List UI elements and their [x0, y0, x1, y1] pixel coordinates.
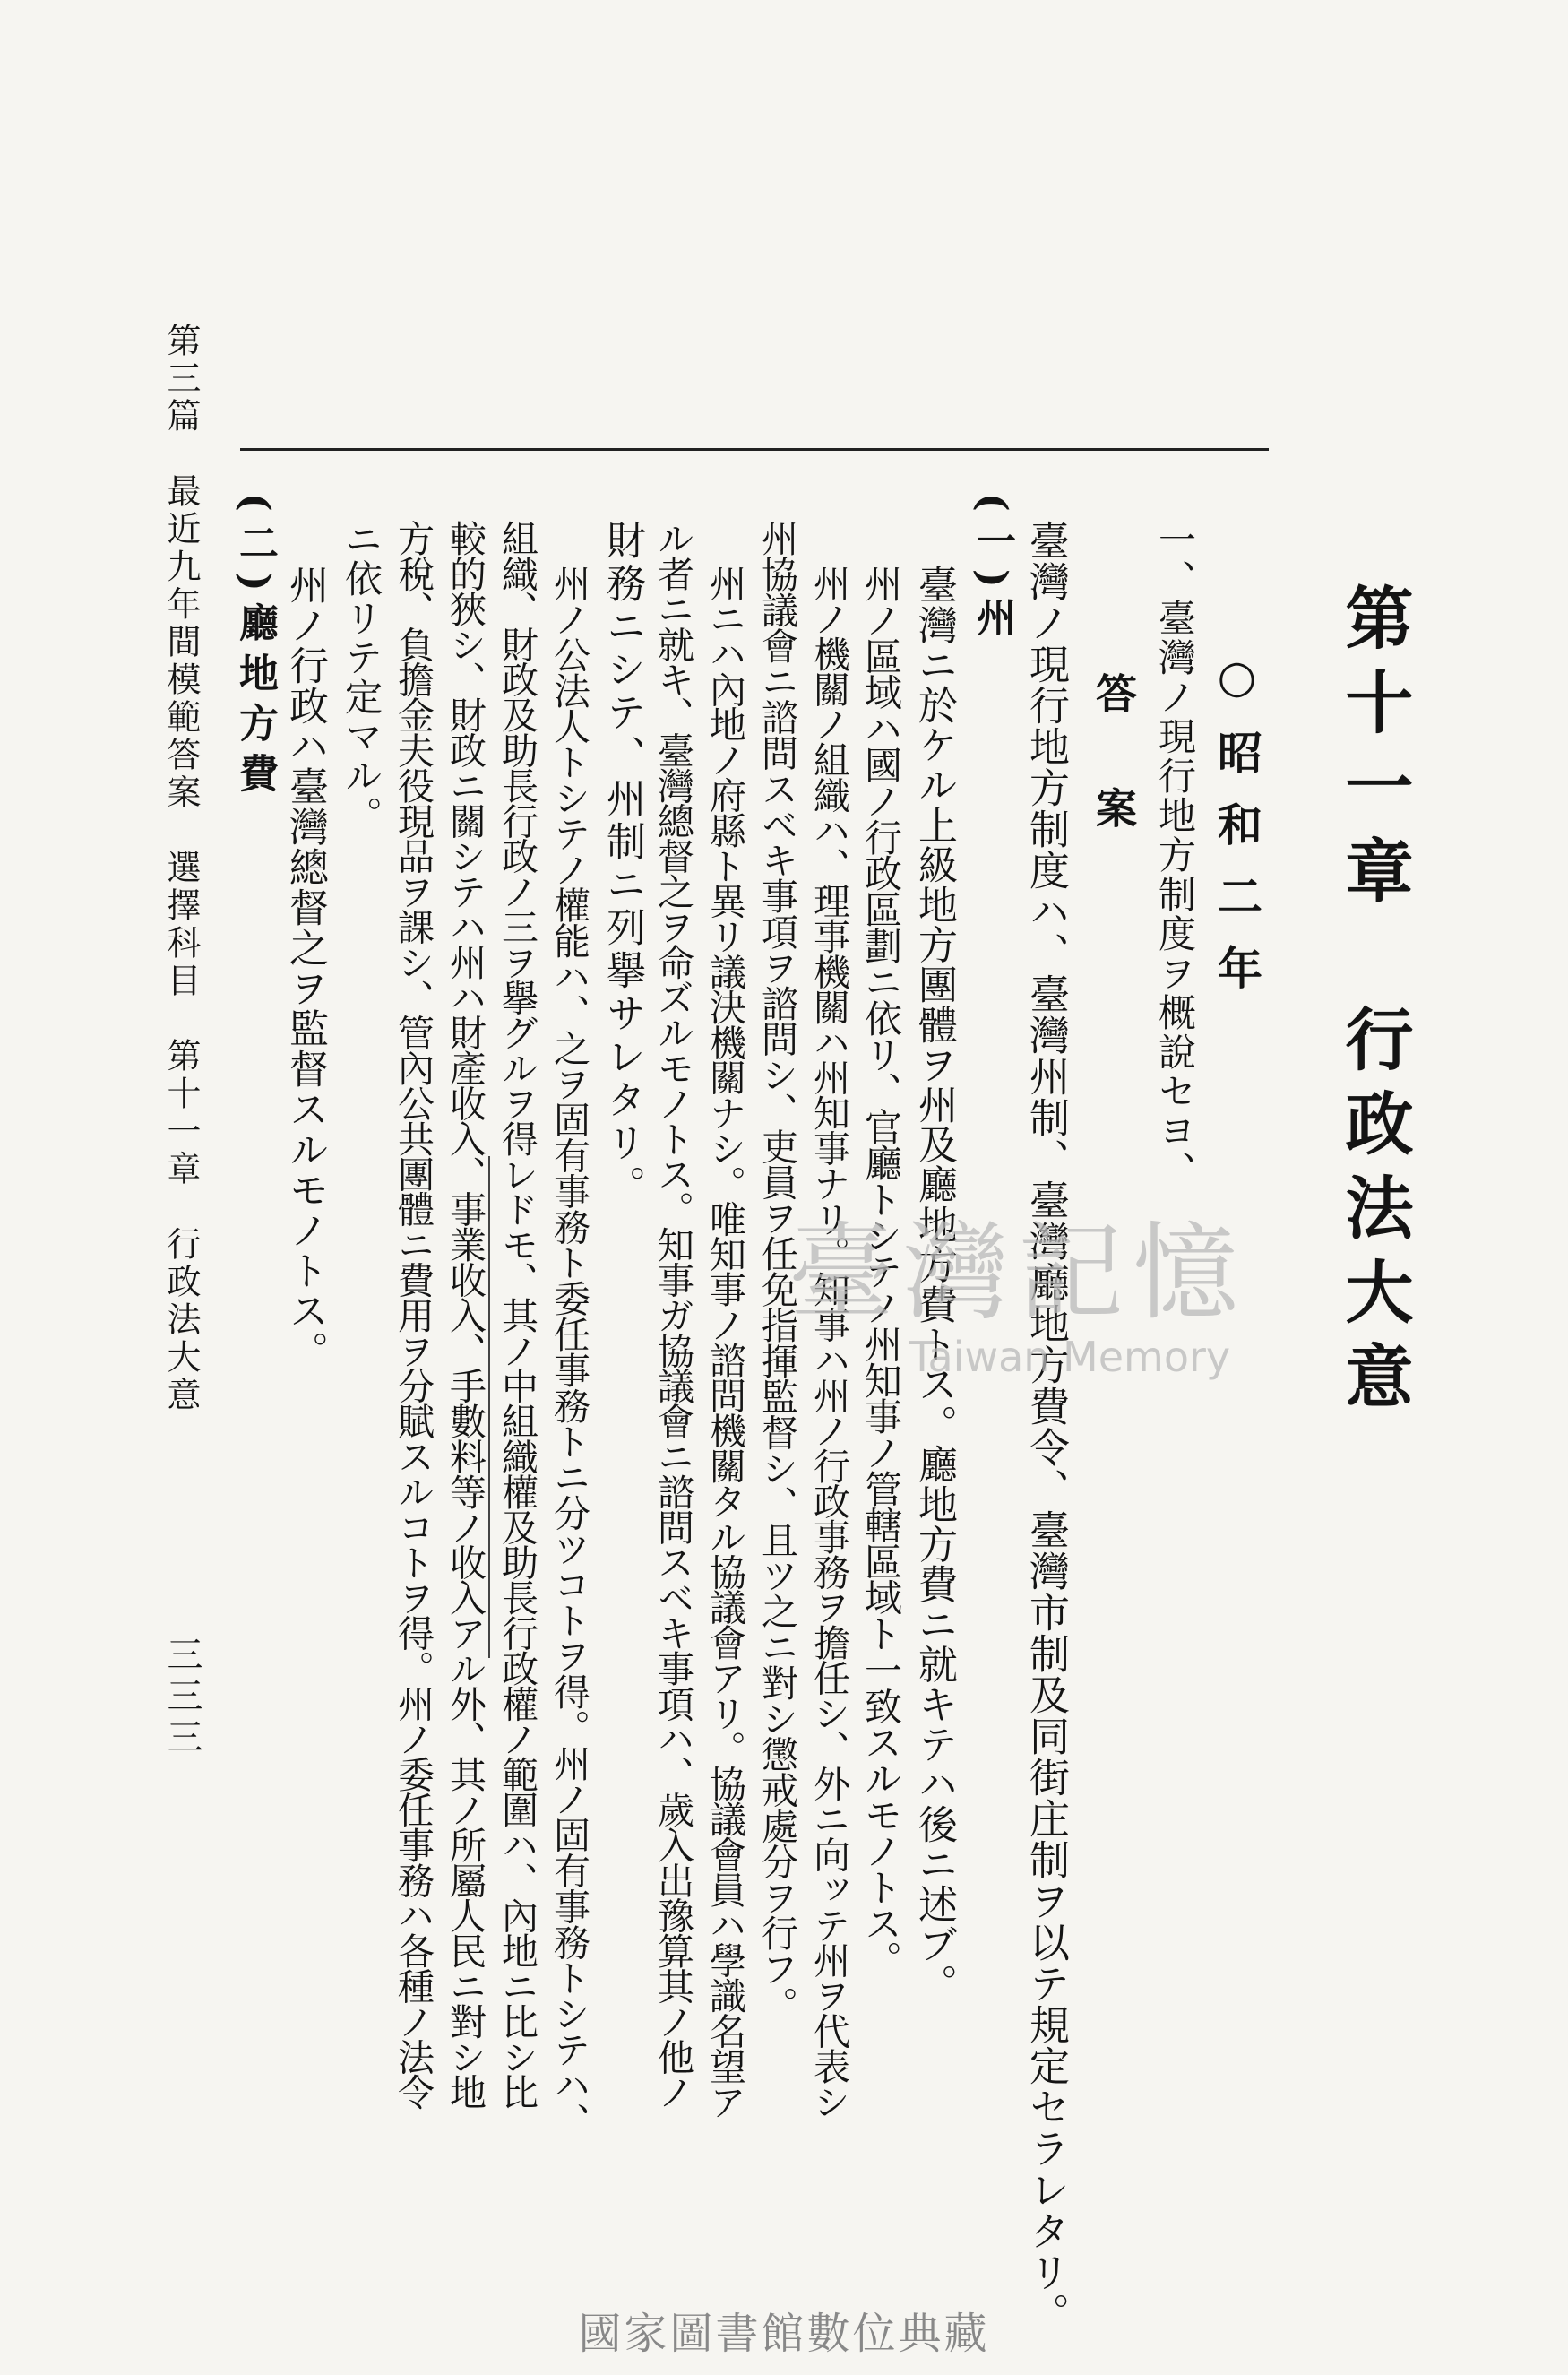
paragraph-line: 州ノ機關ノ組織ハ、理事機關ハ州知事ナリ。知事ハ州ノ行政事務ヲ擔任シ、外ニ向ッテ州ヲ代表シ	[807, 565, 850, 2119]
page-number: 三三三	[161, 1636, 202, 1759]
paragraph-line: 方稅、負擔金夫役現品ヲ課シ、管內公共團體ニ費用ヲ分賦スルコトヲ得。州ノ委任事務ハ各種ノ法令	[392, 520, 435, 2110]
watermark-logo	[788, 1188, 1247, 1381]
ink-mark	[488, 1156, 490, 1658]
paragraph-line: 州ノ公法人トシテノ權能ハ、之ヲ固有事務ト委任事務トニ分ツコトヲ得。州ノ固有事務トシテハ、	[547, 565, 590, 2138]
answer-label: 答 案	[1090, 672, 1138, 844]
paragraph-line: 財務ニシテ、州制ニ列擧サレタリ。	[599, 520, 645, 1208]
section-heading-state: (一)州	[969, 493, 1015, 645]
watermark-main-text: 臺灣記憶	[788, 1211, 1248, 1334]
paragraph-line: 較的狹シ、財政ニ關シテハ州ハ財產收入、事業收入、手數料等ノ收入アル外、其ノ所屬人民ニ對シ地	[444, 520, 487, 2110]
watermark-sub-text: Taiwan Memory	[909, 1333, 1231, 1381]
footer-credit: 國家圖書館數位典藏	[578, 2309, 990, 2359]
paragraph-line: ル者ニ就キ、臺灣總督之ヲ命ズルモノトス。知事ガ協議會ニ諮問スベキ事項ハ、歲入出豫算其ノ他ノ	[651, 520, 694, 2110]
question-text: 一、臺灣ノ現行地方制度ヲ概說セヨ、	[1153, 520, 1197, 1190]
paragraph-line: 州協議會ニ諮問スベキ事項ヲ諮問シ、吏員ヲ任免指揮監督シ、且ツ之ニ對シ懲戒處分ヲ行フ。	[755, 520, 798, 2022]
running-header: 第三篇 最近九年間模範答案 選擇科目 第十一章 行政法大意	[161, 323, 201, 1414]
paragraph-line: 組織、財政及助長行政ノ三ヲ擧グルヲ得レドモ、其ノ中組織權及助長行政權ノ範圍ハ、內地ニ比シ比	[495, 520, 538, 2110]
paragraph-line: 州ニハ內地ノ府縣ト異リ議決機關ナシ。唯知事ノ諮問機關タル協議會アリ。協議會員ハ學識名望ア	[703, 565, 746, 2119]
intro-paragraph: 臺灣ノ現行地方制度ハ、臺灣州制、臺灣廳地方費令、臺灣市制及同街庄制ヲ以テ規定セラレタリ。	[1022, 520, 1070, 2334]
section-heading-office-local-fund: (二)廳地方費	[232, 493, 278, 803]
paragraph-line: ニ依リテ定マル。	[340, 520, 383, 835]
year-heading: ○昭和二年	[1210, 650, 1263, 1016]
chapter-title: 第十一章 行政法大意	[1334, 583, 1414, 1425]
paragraph-line: 州ノ區域ハ國ノ行政區劃ニ依リ、官廳トシテノ州知事ノ管轄區域ト一致スルモノトス。	[859, 565, 903, 1977]
paragraph-line: 臺灣ニ於ケル上級地方團體ヲ州及廳地方費トス。廳地方費ニ就キテハ後ニ述ブ。	[911, 565, 957, 2004]
paragraph-line: 州ノ行政ハ臺灣總督之ヲ監督スルモノトス。	[282, 565, 328, 1371]
header-rule	[240, 448, 1269, 451]
